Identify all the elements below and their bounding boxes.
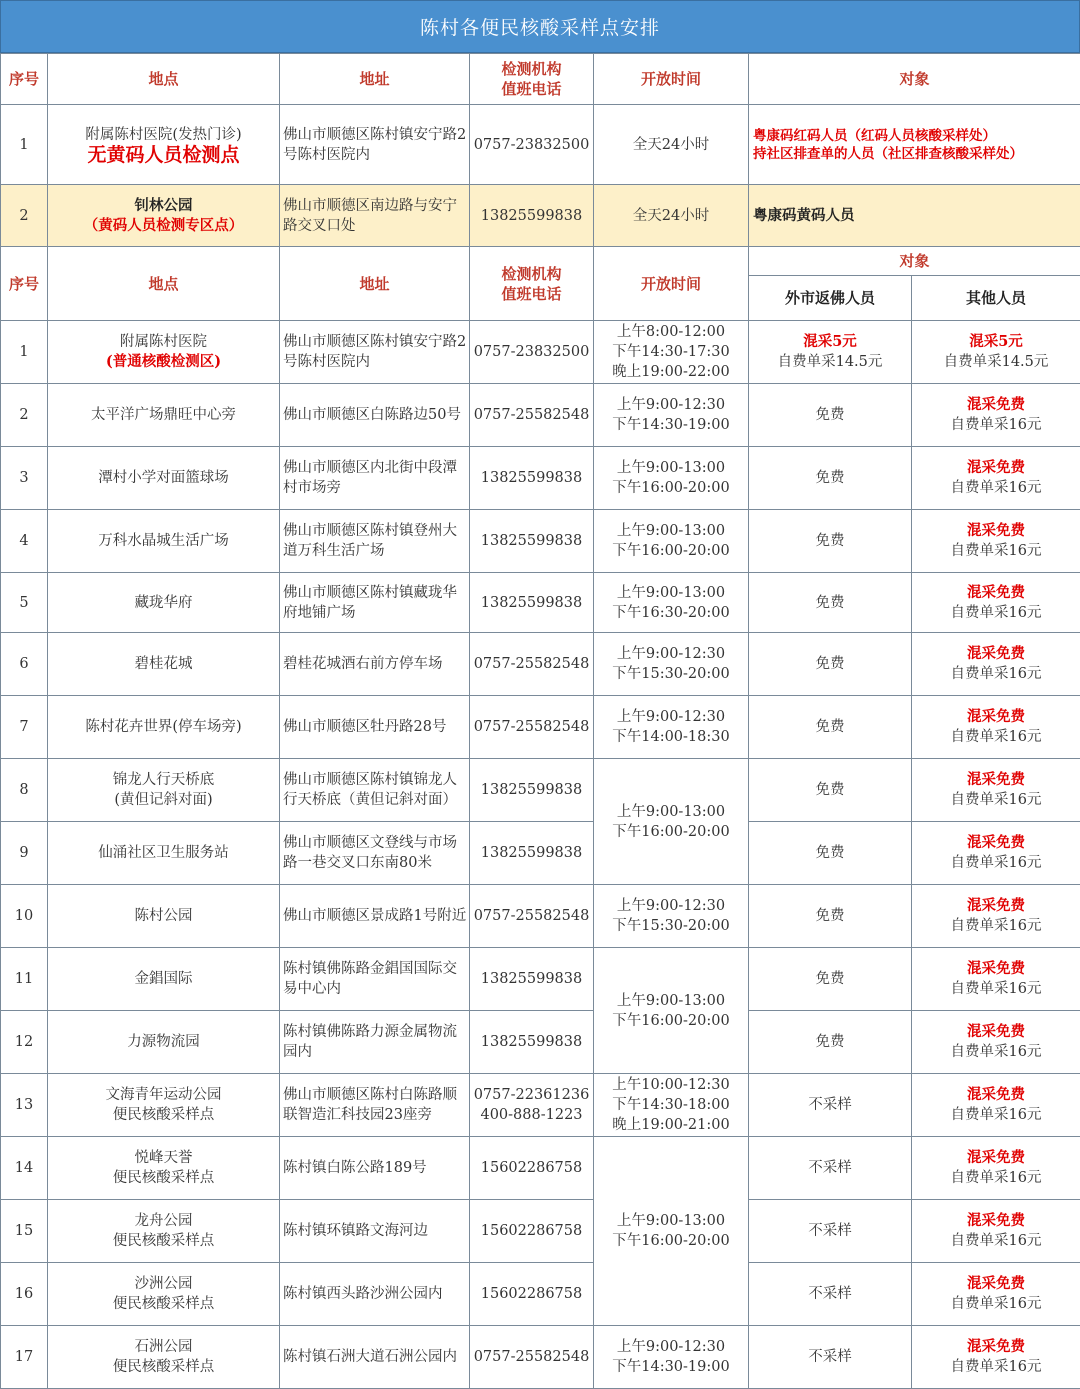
phone-cell: 15602286758 [470,1263,594,1326]
hours-cell: 上午9:00-12:30 下午14:30-19:00 [594,1326,749,1389]
address-cell: 佛山市顺德区陈村镇锦龙人行天桥底（黄但记斜对面） [280,759,470,822]
address-cell: 陈村镇佛陈路力源金属物流园内 [280,1011,470,1074]
col-target: 对象 [749,54,1080,105]
fee-returnees-cell: 免费 [749,885,912,948]
fee-others-cell: 混采免费 自费单采16元 [912,1326,1080,1389]
place-cell: 附属陈村医院(发热门诊) 无黄码人员检测点 [48,105,280,185]
page-title: 陈村各便民核酸采样点安排 [0,0,1080,53]
phone-cell: 13825599838 [470,822,594,885]
fee-returnees-cell: 免费 [749,384,912,447]
fee-returnees-cell: 不采样 [749,1074,912,1137]
place-cell: 陈村公园 [48,885,280,948]
seq-cell: 17 [1,1326,48,1389]
col-hours: 开放时间 [594,54,749,105]
seq-cell: 14 [1,1137,48,1200]
target-cell: 粤康码红码人员（红码人员核酸采样处） 持社区排查单的人员（社区排查核酸采样处） [749,105,1080,185]
table-row [1,948,1080,1011]
hours-cell: 上午9:00-13:00 下午16:00-20:00 [594,759,749,885]
col-phone: 检测机构 值班电话 [470,247,594,321]
table-row [1,573,1080,633]
seq-cell: 6 [1,633,48,696]
special-row [1,105,1080,185]
phone-cell: 13825599838 [470,573,594,633]
fee-others-cell: 混采5元 自费单采14.5元 [912,321,1080,384]
fee-returnees-cell: 不采样 [749,1137,912,1200]
phone-cell: 0757-25582548 [470,633,594,696]
place-cell: 文海青年运动公园 便民核酸采样点 [48,1074,280,1137]
table-row [1,1074,1080,1137]
hours-cell: 上午9:00-13:00 下午16:00-20:00 [594,948,749,1074]
special-row [1,185,1080,247]
address-cell: 佛山市顺德区景成路1号附近 [280,885,470,948]
address-cell: 佛山市顺德区文登线与市场路一巷交叉口东南80米 [280,822,470,885]
phone-cell: 0757-22361236 400-888-1223 [470,1074,594,1137]
seq-cell: 5 [1,573,48,633]
table-row [1,1326,1080,1389]
fee-others-cell: 混采免费 自费单采16元 [912,633,1080,696]
address-cell: 佛山市顺德区内北街中段潭村市场旁 [280,447,470,510]
seq-cell: 7 [1,696,48,759]
phone-cell: 13825599838 [470,1011,594,1074]
table-row [1,633,1080,696]
col-place: 地点 [48,54,280,105]
phone-cell: 13825599838 [470,759,594,822]
fee-returnees-cell: 免费 [749,759,912,822]
place-cell: 石洲公园 便民核酸采样点 [48,1326,280,1389]
fee-returnees-cell: 免费 [749,822,912,885]
table-row [1,759,1080,822]
fee-others-cell: 混采免费 自费单采16元 [912,759,1080,822]
address-cell: 佛山市顺德区陈村镇藏珑华府地铺广场 [280,573,470,633]
address-cell: 陈村镇白陈公路189号 [280,1137,470,1200]
hours-cell: 上午9:00-12:30 下午14:30-19:00 [594,384,749,447]
phone-cell: 0757-23832500 [470,105,594,185]
phone-cell: 0757-25582548 [470,384,594,447]
fee-returnees-cell: 免费 [749,948,912,1011]
place-cell: 陈村花卉世界(停车场旁) [48,696,280,759]
fee-others-cell: 混采免费 自费单采16元 [912,447,1080,510]
place-cell: 太平洋广场鼎旺中心旁 [48,384,280,447]
fee-others-cell: 混采免费 自费单采16元 [912,1137,1080,1200]
hours-cell: 上午9:00-12:30 下午15:30-20:00 [594,885,749,948]
col-hours: 开放时间 [594,247,749,321]
address-cell: 佛山市顺德区陈村镇安宁路2号陈村医院内 [280,321,470,384]
col-target-others: 其他人员 [912,276,1080,321]
fee-returnees-cell: 混采5元 自费单采14.5元 [749,321,912,384]
sampling-sites-table [0,53,1080,1389]
seq-cell: 12 [1,1011,48,1074]
table-row [1,1263,1080,1326]
phone-cell: 0757-25582548 [470,696,594,759]
address-cell: 佛山市顺德区陈村镇登州大道万科生活广场 [280,510,470,573]
col-target-returnees: 外市返佛人员 [749,276,912,321]
seq-cell: 2 [1,185,48,247]
fee-returnees-cell: 不采样 [749,1200,912,1263]
hours-cell: 上午8:00-12:00 下午14:30-17:30 晚上19:00-22:00 [594,321,749,384]
fee-returnees-cell: 免费 [749,1011,912,1074]
phone-cell: 13825599838 [470,185,594,247]
col-seq: 序号 [1,54,48,105]
table-row [1,696,1080,759]
header-row [1,54,1080,105]
fee-returnees-cell: 不采样 [749,1326,912,1389]
fee-returnees-cell: 免费 [749,447,912,510]
seq-cell: 10 [1,885,48,948]
address-cell: 佛山市顺德区白陈路边50号 [280,384,470,447]
hours-cell: 上午9:00-13:00 下午16:00-20:00 [594,447,749,510]
phone-cell: 13825599838 [470,510,594,573]
table-row [1,1011,1080,1074]
address-cell: 佛山市顺德区陈村镇安宁路2号陈村医院内 [280,105,470,185]
table-row [1,1200,1080,1263]
col-address: 地址 [280,247,470,321]
fee-others-cell: 混采免费 自费单采16元 [912,384,1080,447]
place-cell: 力源物流园 [48,1011,280,1074]
place-cell: 万科水晶城生活广场 [48,510,280,573]
address-cell: 陈村镇石洲大道石洲公园内 [280,1326,470,1389]
hours-cell: 上午9:00-12:30 下午15:30-20:00 [594,633,749,696]
seq-cell: 1 [1,105,48,185]
fee-others-cell: 混采免费 自费单采16元 [912,573,1080,633]
address-cell: 碧桂花城酒右前方停车场 [280,633,470,696]
table-row [1,822,1080,885]
seq-cell: 16 [1,1263,48,1326]
address-cell: 陈村镇环镇路文海河边 [280,1200,470,1263]
fee-returnees-cell: 免费 [749,573,912,633]
fee-others-cell: 混采免费 自费单采16元 [912,885,1080,948]
hours-cell: 全天24小时 [594,105,749,185]
place-cell: 附属陈村医院 (普通核酸检测区) [48,321,280,384]
address-cell: 陈村镇西头路沙洲公园内 [280,1263,470,1326]
place-cell: 龙舟公园 便民核酸采样点 [48,1200,280,1263]
hours-cell: 全天24小时 [594,185,749,247]
seq-cell: 8 [1,759,48,822]
col-target: 对象 [749,247,1080,276]
table-row [1,384,1080,447]
phone-cell: 0757-25582548 [470,1326,594,1389]
seq-cell: 1 [1,321,48,384]
fee-others-cell: 混采免费 自费单采16元 [912,1263,1080,1326]
seq-cell: 3 [1,447,48,510]
fee-others-cell: 混采免费 自费单采16元 [912,1011,1080,1074]
col-place: 地点 [48,247,280,321]
fee-others-cell: 混采免费 自费单采16元 [912,948,1080,1011]
phone-cell: 13825599838 [470,447,594,510]
fee-returnees-cell: 免费 [749,510,912,573]
fee-others-cell: 混采免费 自费单采16元 [912,510,1080,573]
table-row [1,447,1080,510]
place-cell: 藏珑华府 [48,573,280,633]
address-cell: 佛山市顺德区牡丹路28号 [280,696,470,759]
hours-cell: 上午9:00-12:30 下午14:00-18:30 [594,696,749,759]
fee-others-cell: 混采免费 自费单采16元 [912,1074,1080,1137]
col-seq: 序号 [1,247,48,321]
fee-returnees-cell: 免费 [749,696,912,759]
col-address: 地址 [280,54,470,105]
address-cell: 陈村镇佛陈路金錩国国际交易中心内 [280,948,470,1011]
fee-returnees-cell: 免费 [749,633,912,696]
place-cell: 悦峰天誉 便民核酸采样点 [48,1137,280,1200]
address-cell: 佛山市顺德区陈村白陈路顺联智造汇科技园23座旁 [280,1074,470,1137]
place-cell: 锦龙人行天桥底 (黄但记斜对面) [48,759,280,822]
place-cell: 仙涌社区卫生服务站 [48,822,280,885]
hours-cell: 上午9:00-13:00 下午16:00-20:00 [594,1137,749,1326]
seq-cell: 2 [1,384,48,447]
table-row [1,1137,1080,1200]
header2-row [1,247,1080,276]
target-cell: 粤康码黄码人员 [749,185,1080,247]
seq-cell: 4 [1,510,48,573]
hours-cell: 上午10:00-12:30 下午14:30-18:00 晚上19:00-21:00 [594,1074,749,1137]
table-row [1,321,1080,384]
table-row [1,885,1080,948]
place-cell: 碧桂花城 [48,633,280,696]
place-cell: 沙洲公园 便民核酸采样点 [48,1263,280,1326]
address-cell: 佛山市顺德区南边路与安宁路交叉口处 [280,185,470,247]
place-cell: 钊林公园 （黄码人员检测专区点） [48,185,280,247]
seq-cell: 13 [1,1074,48,1137]
hours-cell: 上午9:00-13:00 下午16:00-20:00 [594,510,749,573]
phone-cell: 13825599838 [470,948,594,1011]
seq-cell: 9 [1,822,48,885]
seq-cell: 15 [1,1200,48,1263]
phone-cell: 15602286758 [470,1200,594,1263]
phone-cell: 15602286758 [470,1137,594,1200]
place-cell: 金錩国际 [48,948,280,1011]
hours-cell: 上午9:00-13:00 下午16:30-20:00 [594,573,749,633]
fee-others-cell: 混采免费 自费单采16元 [912,1200,1080,1263]
table-row [1,510,1080,573]
fee-others-cell: 混采免费 自费单采16元 [912,696,1080,759]
phone-cell: 0757-25582548 [470,885,594,948]
seq-cell: 11 [1,948,48,1011]
fee-returnees-cell: 不采样 [749,1263,912,1326]
col-phone: 检测机构 值班电话 [470,54,594,105]
fee-others-cell: 混采免费 自费单采16元 [912,822,1080,885]
phone-cell: 0757-23832500 [470,321,594,384]
place-cell: 潭村小学对面篮球场 [48,447,280,510]
